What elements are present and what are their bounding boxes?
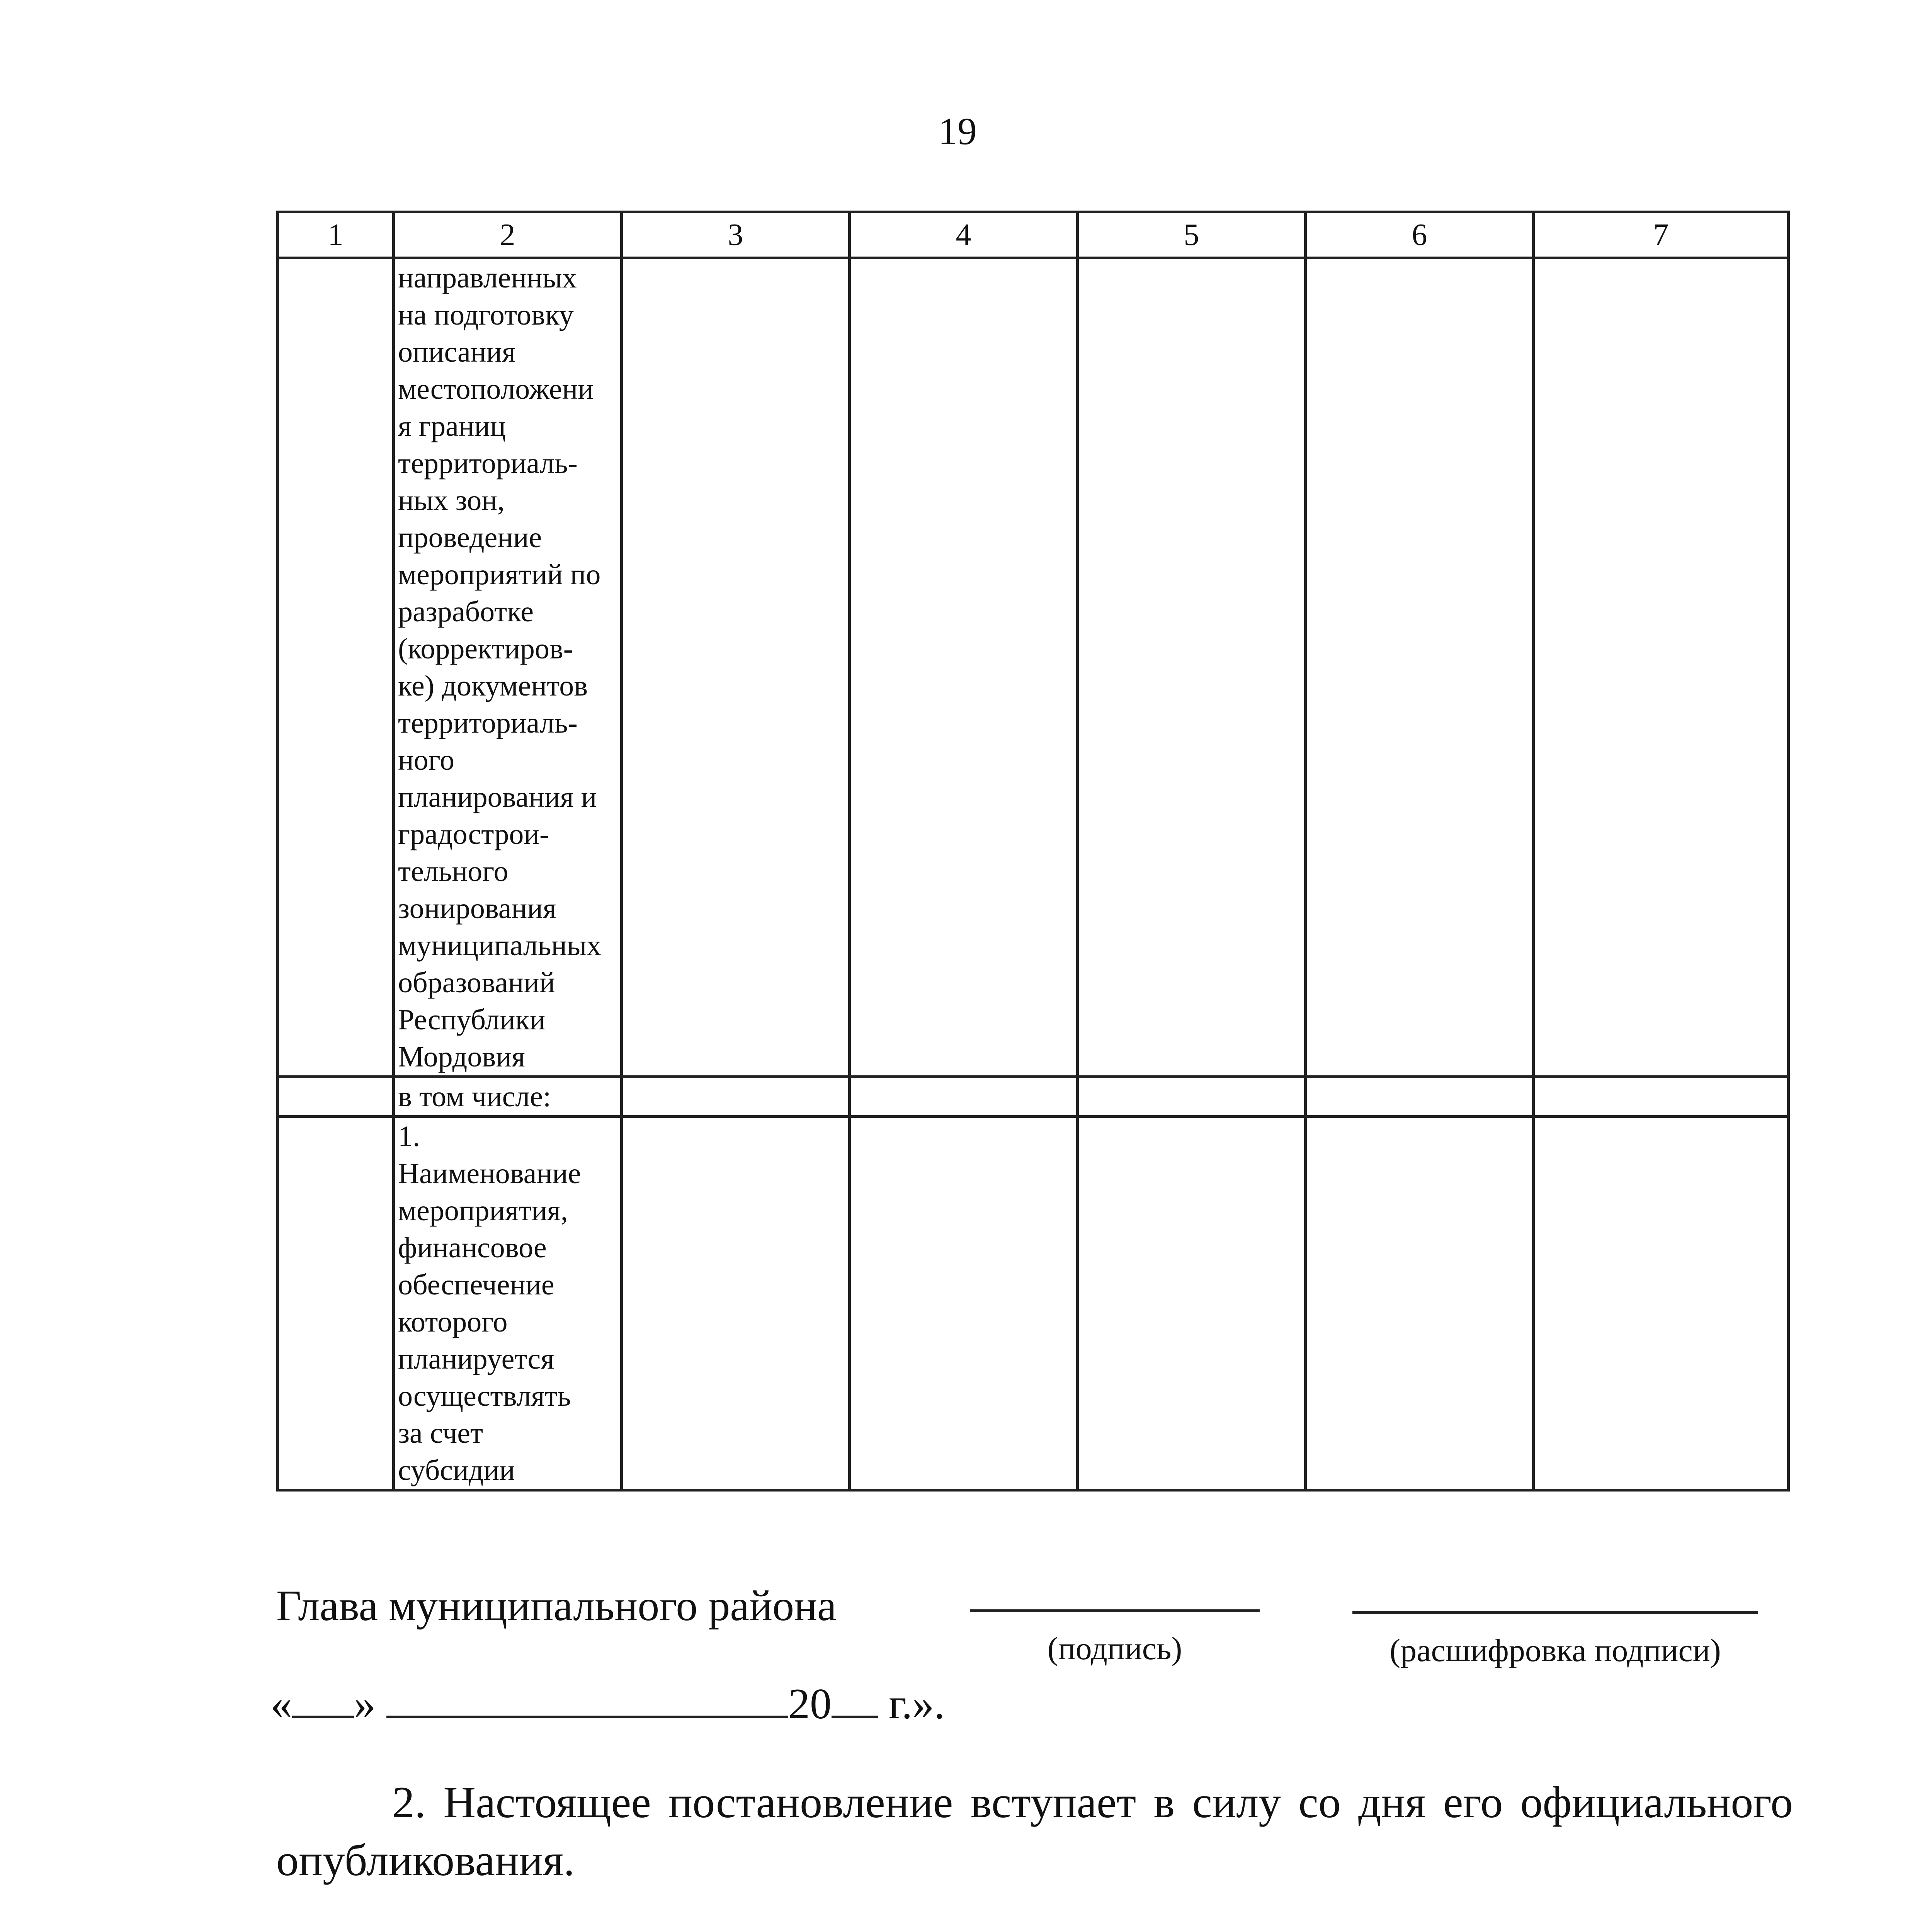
table-cell bbox=[850, 1117, 1078, 1490]
table-cell bbox=[278, 1117, 394, 1490]
table-header-row bbox=[278, 212, 1789, 258]
date-open-quote: « bbox=[270, 1680, 292, 1728]
table-cell bbox=[1306, 1077, 1534, 1117]
column-header: 7 bbox=[1534, 212, 1789, 258]
table-cell bbox=[394, 1117, 622, 1490]
column-header: 3 bbox=[622, 212, 850, 258]
decryption-caption: (расшифровка подписи) bbox=[1389, 1633, 1721, 1668]
year-blank bbox=[832, 1681, 878, 1718]
row-description: направленных на подготовку описания местоположени я границ территориаль- ных зон, проведение мероприятий по разработке (корректиров- ке) документов территориаль- ного планирования и градострои- тельного зонирования муниципальных образований Республики Мордовия bbox=[398, 262, 602, 1073]
row-description: 1. Наименование мероприятия, финансовое обеспечение которого планируется осуществлять за счет субсидии bbox=[398, 1120, 581, 1486]
table-cell bbox=[394, 258, 622, 1077]
head-title: Глава муниципального района bbox=[276, 1582, 837, 1630]
table-cell bbox=[394, 1077, 622, 1117]
table-cell bbox=[622, 1117, 850, 1490]
table-row bbox=[278, 1077, 1789, 1117]
column-header: 6 bbox=[1306, 212, 1534, 258]
table-cell bbox=[850, 258, 1078, 1077]
table-cell bbox=[1078, 258, 1306, 1077]
table-cell bbox=[1534, 258, 1789, 1077]
column-header: 2 bbox=[394, 212, 622, 258]
table-cell bbox=[1306, 1117, 1534, 1490]
decryption-line bbox=[1352, 1611, 1758, 1614]
month-blank bbox=[386, 1681, 788, 1718]
table-row bbox=[278, 1117, 1789, 1490]
date-year: 20 bbox=[788, 1680, 832, 1728]
table-cell bbox=[850, 1077, 1078, 1117]
table-cell bbox=[278, 1077, 394, 1117]
date-suffix: г.». bbox=[878, 1680, 945, 1728]
table-cell bbox=[1534, 1117, 1789, 1490]
table-cell bbox=[1534, 1077, 1789, 1117]
date-line bbox=[270, 1681, 945, 1726]
column-header: 4 bbox=[850, 212, 1078, 258]
table-cell bbox=[622, 1077, 850, 1117]
page-number: 19 bbox=[938, 110, 977, 153]
row-description: в том числе: bbox=[398, 1080, 551, 1113]
column-header: 5 bbox=[1078, 212, 1306, 258]
table-row bbox=[278, 258, 1789, 1077]
form-table bbox=[276, 211, 1790, 1492]
table-cell bbox=[1078, 1077, 1306, 1117]
column-header: 1 bbox=[278, 212, 394, 258]
table-cell bbox=[1306, 258, 1534, 1077]
table-cell bbox=[278, 258, 394, 1077]
table-cell bbox=[622, 258, 850, 1077]
day-blank bbox=[292, 1681, 354, 1718]
signature-caption: (подпись) bbox=[1047, 1631, 1182, 1667]
date-close-quote: » bbox=[354, 1680, 376, 1728]
signature-line bbox=[970, 1609, 1260, 1612]
table-cell bbox=[1078, 1117, 1306, 1490]
clause-text: 2. Настоящее постановление вступает в силу со дня его официального опубликования. bbox=[276, 1778, 1793, 1885]
